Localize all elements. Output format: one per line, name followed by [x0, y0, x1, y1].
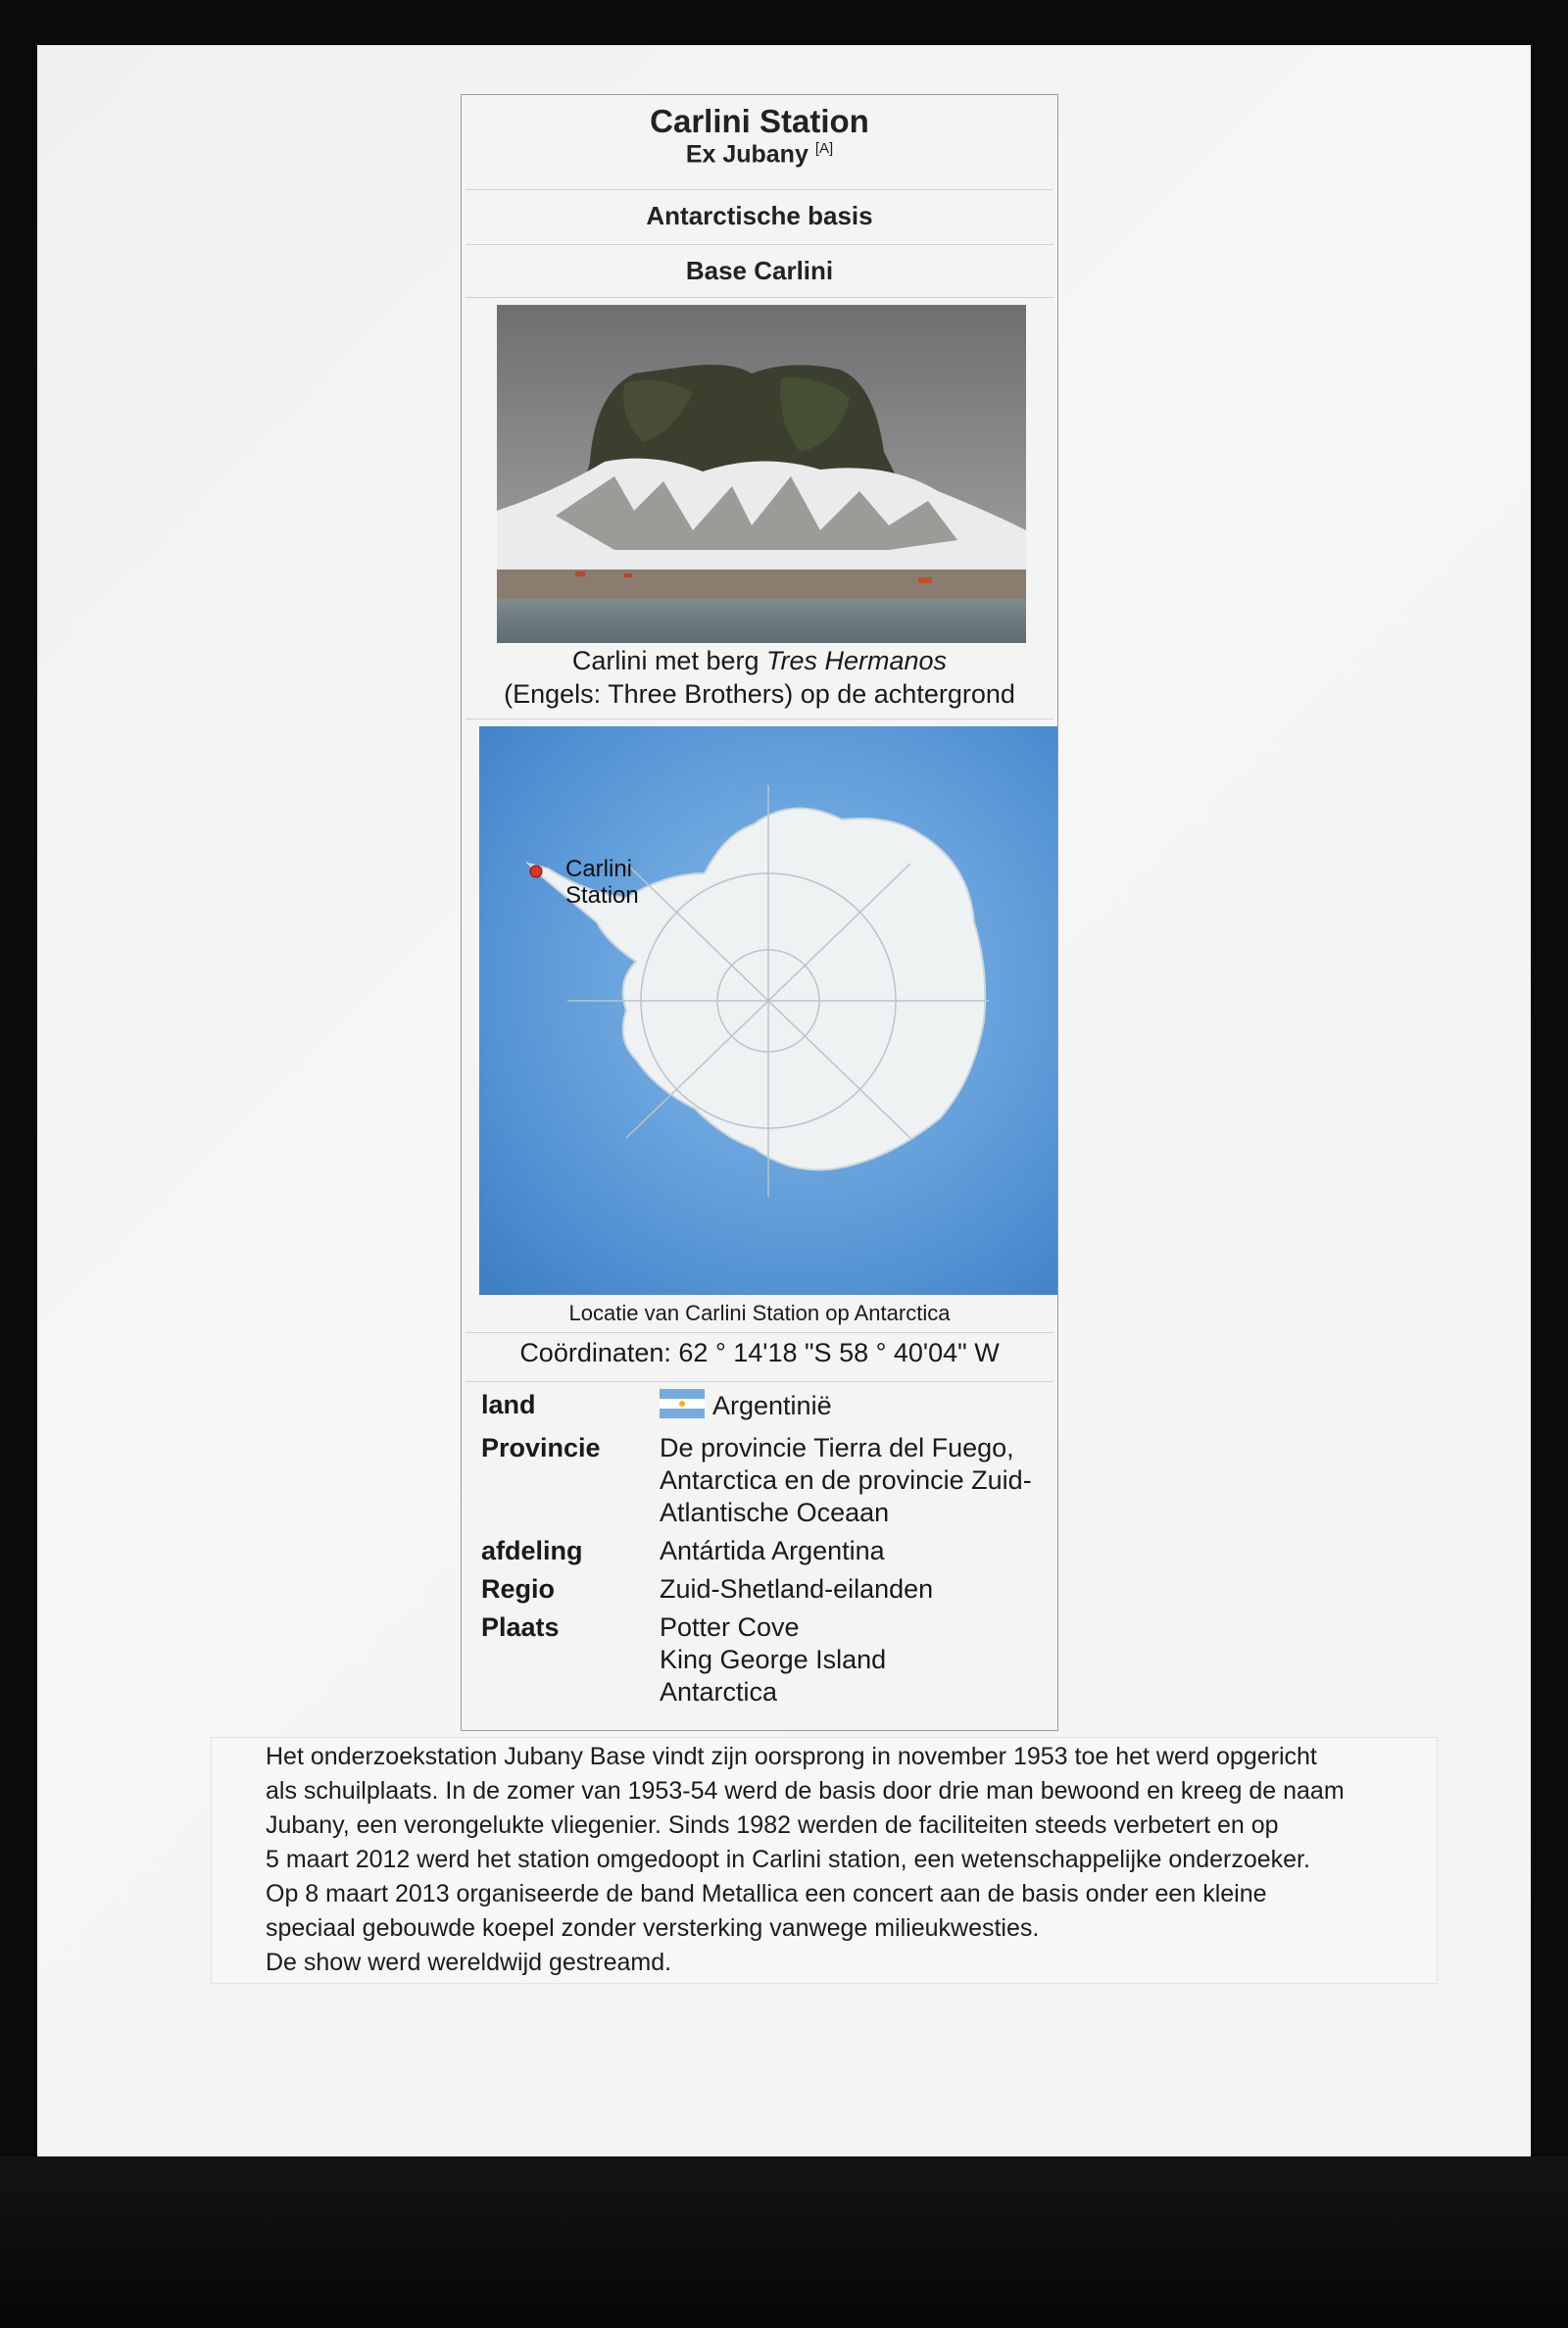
property-row [481, 1389, 1050, 1426]
divider [466, 718, 1054, 719]
properties-table [481, 1389, 1050, 1714]
subtitle-text: Ex Jubany [685, 140, 808, 169]
property-row [481, 1611, 1050, 1709]
argentina-flag-icon [660, 1389, 705, 1426]
property-row [481, 1432, 1050, 1529]
infobox-subtitle [462, 140, 1057, 169]
coordinates[interactable]: Coördinaten: 62 ° 14'18 "S 58 ° 40'04" W [519, 1338, 1000, 1367]
property-row [481, 1573, 1050, 1606]
subtitle-reference[interactable]: [A] [814, 140, 834, 157]
photo-caption-prefix: Carlini met berg [571, 646, 760, 675]
description-paragraph: Het onderzoekstation Jubany Base vindt zijn oorsprong in november 1953 toe het werd opgericht als schuilplaats. In de zomer van 1953-54 werd de basis door drie man bewoond en kreeg de naam Jubany, een verongelukte vliegenier. Sinds 1982 werden de faciliteiten steeds verbetert en op 5 maart 2012 werd het station omgedoopt in Carlini station, een wetenschappelijke onderzoeker. Op 8 maart 2013 organiseerde de band Metallica een concert aan de basis onder een kleine speciaal gebouwde koepel zonder versterking vanwege milieukwesties. De show werd wereldwijd gestreamd. [266, 1743, 1345, 1976]
property-value[interactable]: Argentinië [712, 1391, 832, 1420]
type-label: Antarctische basis [646, 201, 873, 230]
property-value[interactable]: Potter Cove King George Island Antarctica [660, 1612, 887, 1707]
divider [466, 1381, 1054, 1382]
station-photo [497, 305, 1026, 643]
antarctica-map [479, 726, 1057, 1295]
infobox-title: Carlini Station [650, 103, 869, 139]
property-row [481, 1535, 1050, 1567]
property-value[interactable]: Antártida Argentina [660, 1536, 885, 1565]
background-band [0, 2156, 1568, 2328]
map-marker-label: Carlini Station [565, 856, 639, 909]
photo-caption-line2: (Engels: Three Brothers) op de achtergrond [504, 679, 1015, 709]
map-caption: Locatie van Carlini Station op Antarctica [568, 1301, 951, 1325]
local-name: Base Carlini [685, 256, 834, 285]
property-key: Provincie [481, 1433, 601, 1462]
station-marker-icon[interactable] [530, 866, 542, 877]
property-key: Regio [481, 1574, 556, 1604]
divider [466, 189, 1054, 190]
property-key: land [481, 1390, 536, 1419]
property-value[interactable]: Zuid-Shetland-eilanden [660, 1574, 934, 1604]
property-value[interactable]: De provincie Tierra del Fuego, Antarctica en de provincie Zuid- Atlantische Oceaan [660, 1433, 1032, 1527]
infobox [461, 94, 1058, 1731]
mountain-image [497, 305, 1026, 643]
location-map[interactable] [479, 726, 1057, 1295]
divider [466, 297, 1054, 298]
divider [466, 1332, 1054, 1333]
divider [466, 244, 1054, 245]
description-box [211, 1737, 1438, 1984]
property-key: Plaats [481, 1612, 560, 1642]
photo-caption [462, 644, 1057, 711]
photo-caption-italic[interactable]: Tres Hermanos [766, 646, 948, 675]
property-key: afdeling [481, 1536, 583, 1565]
